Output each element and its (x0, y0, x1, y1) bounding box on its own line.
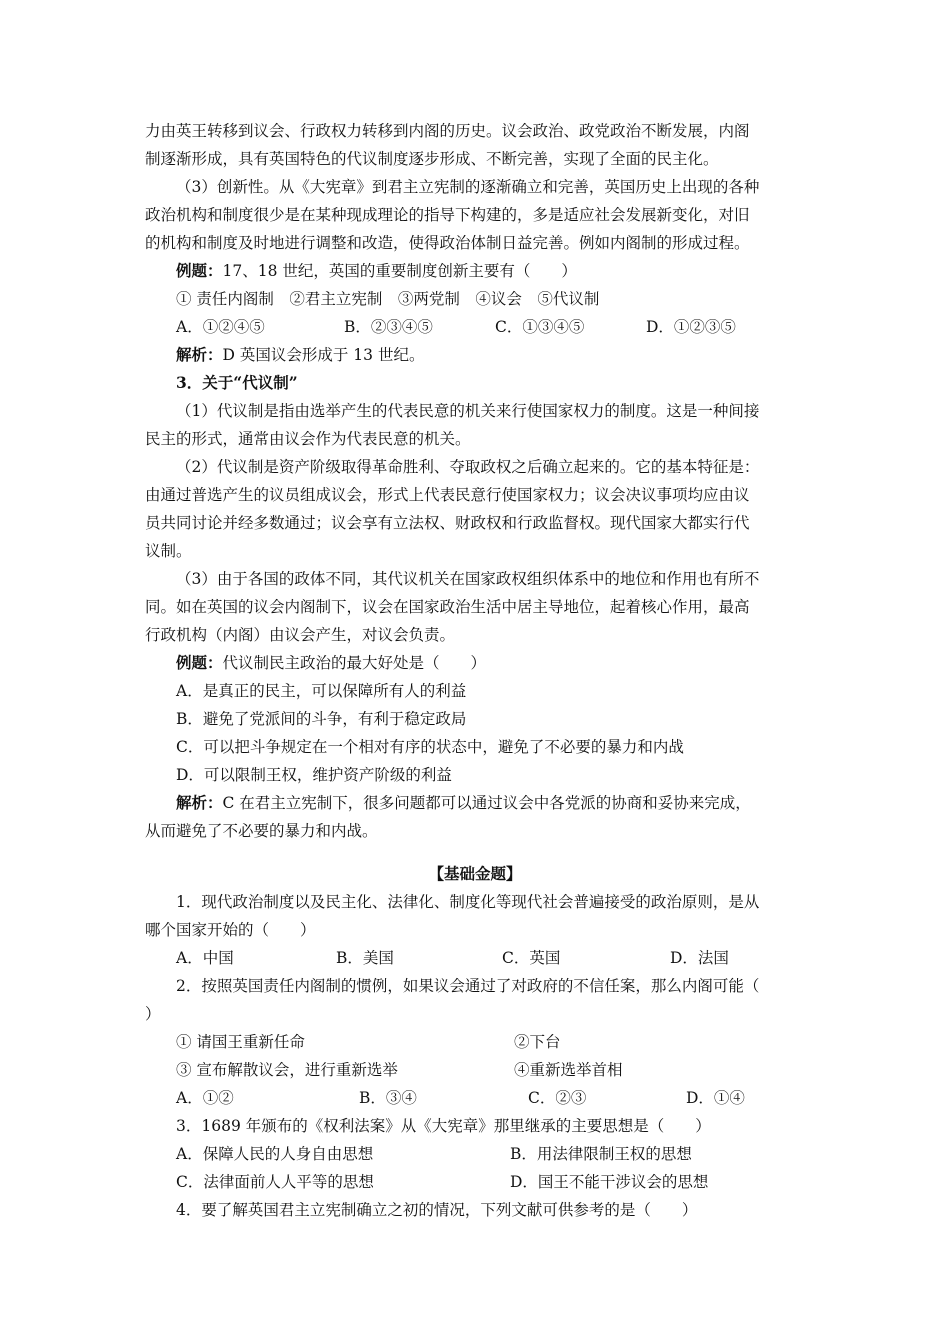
item-4: ④重新选举首相 (514, 1061, 623, 1079)
question-4: 4．要了解英国君主立宪制确立之初的情况，下列文献可供参考的是（ ） (176, 1201, 698, 1219)
option-d: D．①②③⑤ (646, 318, 736, 336)
option-b: B．避免了党派间的斗争，有利于稳定政局 (176, 710, 467, 728)
text-line: 政治机构和制度很少是在某种现成理论的指导下构建的，多是适应社会发展新变化，对旧 (145, 206, 750, 224)
option-b: B．③④ (359, 1089, 417, 1107)
answer-label: 解析： (176, 345, 223, 364)
option-a: A．①② (176, 1089, 234, 1107)
option-d: D．法国 (670, 949, 729, 967)
question-2: 2．按照英国责任内阁制的惯例，如果议会通过了对政府的不信任案，那么内阁可能（ (176, 977, 760, 995)
option-c: C．①③④⑤ (495, 318, 585, 336)
option-d: D．国王不能干涉议会的思想 (510, 1173, 709, 1191)
text-line: （1）代议制是指由选举产生的代表民意的机关来行使国家权力的制度。这是一种间接 (176, 402, 760, 420)
item-3: ③ 宣布解散议会，进行重新选举 (176, 1061, 398, 1079)
option-d: D．可以限制王权，维护资产阶级的利益 (176, 766, 452, 784)
example-label: 例题： (176, 261, 223, 280)
text-line: （3）由于各国的政体不同，其代议机关在国家政权组织体系中的地位和作用也有所不 (176, 570, 760, 588)
text-line: 的机构和制度及时地进行调整和改造，使得政治体制日益完善。例如内阁制的形成过程。 (145, 234, 750, 252)
option-c: C．②③ (528, 1089, 587, 1107)
option-c: C．法律面前人人平等的思想 (176, 1173, 374, 1191)
item-2: ②下台 (514, 1033, 561, 1051)
example-items: ① 责任内阁制 ②君主立宪制 ③两党制 ④议会 ⑤代议制 (176, 290, 600, 308)
question-3: 3．1689 年颁布的《权利法案》从《大宪章》那里继承的主要思想是（ ） (176, 1117, 711, 1135)
text-line: 哪个国家开始的（ ） (145, 921, 316, 939)
example-question: 例题：17、18 世纪，英国的重要制度创新主要有（ ） (176, 261, 577, 280)
option-b: B．美国 (336, 949, 394, 967)
text-line: （3）创新性。从《大宪章》到君主立宪制的逐渐确立和完善，英国历史上出现的各种 (176, 178, 760, 196)
text-line: ） (145, 1005, 161, 1023)
option-a: A．保障人民的人身自由思想 (176, 1145, 374, 1163)
text-line: （2）代议制是资产阶级取得革命胜利、夺取政权之后确立起来的。它的基本特征是： (176, 458, 760, 476)
option-c: C．英国 (502, 949, 561, 967)
text-line: 力由英王转移到议会、行政权力转移到内阁的历史。议会政治、政党政治不断发展，内阁 (145, 122, 750, 140)
text-line: 由通过普选产生的议员组成议会，形式上代表民意行使国家权力；议会决议事项均应由议 (145, 486, 750, 504)
section-title: 3．关于“代议制” (176, 373, 298, 392)
option-a: A．是真正的民主，可以保障所有人的利益 (176, 682, 467, 700)
text-line: 员共同讨论并经多数通过；议会享有立法权、财政权和行政监督权。现代国家大都实行代 (145, 514, 750, 532)
option-a: A．①②④⑤ (176, 318, 265, 336)
text-line: 民主的形式，通常由议会作为代表民意的机关。 (145, 430, 471, 448)
example-question: 例题：代议制民主政治的最大好处是（ ） (176, 653, 487, 672)
answer-analysis: 解析：D 英国议会形成于 13 世纪。 (176, 345, 425, 364)
text-line: 制逐渐形成，具有英国特色的代议制度逐步形成、不断完善，实现了全面的民主化。 (145, 150, 719, 168)
text-line: 议制。 (145, 542, 192, 560)
text-line: 行政机构（内阁）由议会产生，对议会负责。 (145, 626, 456, 644)
option-b: B．用法律限制王权的思想 (510, 1145, 692, 1163)
answer-analysis: 解析：C 在君主立宪制下，很多问题都可以通过议会中各党派的协商和妥协来完成， (176, 793, 751, 812)
example-label: 例题： (176, 653, 223, 672)
option-d: D．①④ (686, 1089, 745, 1107)
option-b: B．②③④⑤ (344, 318, 433, 336)
text-line: 同。如在英国的议会内阁制下，议会在国家政治生活中居主导地位，起着核心作用，最高 (145, 598, 750, 616)
section-heading: 【基础金题】 (428, 864, 522, 883)
option-a: A．中国 (176, 949, 234, 967)
text-line: 从而避免了不必要的暴力和内战。 (145, 822, 378, 840)
question-1: 1．现代政治制度以及民主化、法律化、制度化等现代社会普遍接受的政治原则，是从 (176, 893, 760, 911)
option-c: C．可以把斗争规定在一个相对有序的状态中，避免了不必要的暴力和内战 (176, 738, 684, 756)
item-1: ① 请国王重新任命 (176, 1033, 305, 1051)
answer-label: 解析： (176, 793, 223, 812)
